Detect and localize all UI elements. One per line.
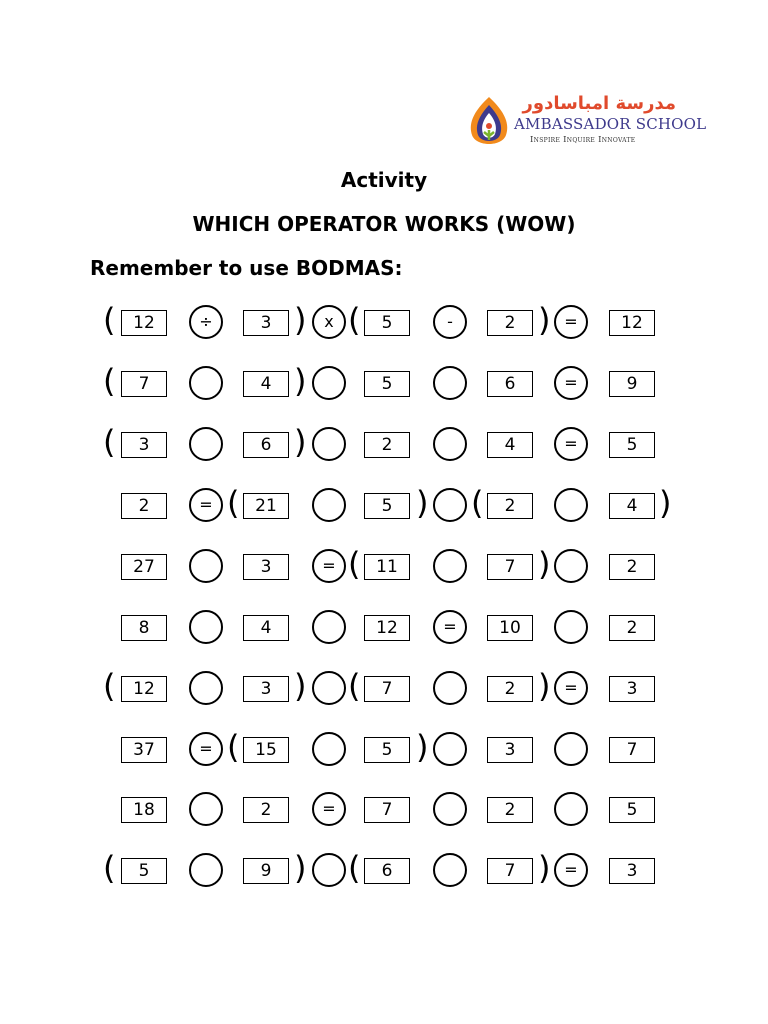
- operator-circle[interactable]: [433, 853, 467, 887]
- open-paren: (: [103, 423, 116, 461]
- close-paren: ): [416, 484, 429, 522]
- close-paren: ): [294, 667, 307, 705]
- flame-logo-icon: [464, 93, 514, 153]
- number-box: 7: [609, 737, 655, 763]
- number-box: 3: [487, 737, 533, 763]
- operator-circle[interactable]: x: [312, 305, 346, 339]
- operator-circle[interactable]: [189, 671, 223, 705]
- equation-row: [0, 362, 768, 405]
- operator-circle[interactable]: [433, 366, 467, 400]
- result-box: 2: [121, 493, 167, 519]
- result-box: 3: [609, 858, 655, 884]
- equation-row: [0, 849, 768, 892]
- equation-row: [0, 667, 768, 710]
- number-box: 5: [609, 797, 655, 823]
- operator-circle[interactable]: [433, 792, 467, 826]
- school-name-english: AMBASSADOR SCHOOL: [514, 115, 707, 133]
- number-box: 6: [243, 432, 289, 458]
- operator-circle[interactable]: [312, 853, 346, 887]
- page-title: Activity: [340, 168, 428, 192]
- close-paren: ): [659, 484, 672, 522]
- open-paren: (: [348, 545, 361, 583]
- equation-row: [0, 609, 768, 649]
- equation-row: [0, 301, 768, 344]
- number-box: 4: [609, 493, 655, 519]
- close-paren: ): [416, 728, 429, 766]
- operator-circle[interactable]: [433, 671, 467, 705]
- operator-circle[interactable]: [312, 610, 346, 644]
- number-box: 7: [364, 797, 410, 823]
- operator-circle[interactable]: [554, 549, 588, 583]
- equals-circle: =: [189, 732, 223, 766]
- instruction-text: Remember to use BODMAS:: [90, 256, 403, 280]
- number-box: 3: [243, 310, 289, 336]
- number-box: 2: [364, 432, 410, 458]
- equals-circle: =: [312, 549, 346, 583]
- number-box: 2: [487, 676, 533, 702]
- operator-circle[interactable]: [189, 427, 223, 461]
- result-box: 3: [609, 676, 655, 702]
- operator-circle[interactable]: [554, 732, 588, 766]
- result-box: 9: [609, 371, 655, 397]
- operator-circle[interactable]: ÷: [189, 305, 223, 339]
- operator-circle[interactable]: [554, 610, 588, 644]
- operator-circle[interactable]: [433, 488, 467, 522]
- number-box: 12: [121, 310, 167, 336]
- open-paren: (: [227, 484, 240, 522]
- close-paren: ): [538, 849, 551, 887]
- number-box: 5: [121, 858, 167, 884]
- school-logo: [464, 93, 707, 153]
- operator-circle[interactable]: [433, 732, 467, 766]
- equals-circle: =: [189, 488, 223, 522]
- equals-circle: =: [554, 305, 588, 339]
- close-paren: ): [538, 545, 551, 583]
- operator-circle[interactable]: [189, 610, 223, 644]
- operator-circle[interactable]: [312, 732, 346, 766]
- operator-circle[interactable]: [312, 488, 346, 522]
- equals-circle: =: [554, 427, 588, 461]
- number-box: 6: [487, 371, 533, 397]
- operator-circle[interactable]: [312, 366, 346, 400]
- operator-circle[interactable]: [189, 792, 223, 826]
- number-box: 10: [487, 615, 533, 641]
- number-box: 5: [364, 493, 410, 519]
- number-box: 2: [243, 797, 289, 823]
- operator-circle[interactable]: [189, 366, 223, 400]
- number-box: 6: [364, 858, 410, 884]
- operator-circle[interactable]: [189, 549, 223, 583]
- open-paren: (: [103, 362, 116, 400]
- open-paren: (: [103, 667, 116, 705]
- result-box: 27: [121, 554, 167, 580]
- number-box: 3: [243, 676, 289, 702]
- operator-circle[interactable]: [312, 671, 346, 705]
- number-box: 3: [121, 432, 167, 458]
- number-box: 2: [609, 554, 655, 580]
- equation-row: [0, 423, 768, 466]
- equation-row: [0, 484, 768, 527]
- open-paren: (: [348, 301, 361, 339]
- school-name-arabic: مدرسة امباسادور: [522, 93, 676, 114]
- number-box: 4: [487, 432, 533, 458]
- close-paren: ): [294, 423, 307, 461]
- result-box: 37: [121, 737, 167, 763]
- equals-circle: =: [433, 610, 467, 644]
- number-box: 3: [243, 554, 289, 580]
- number-box: 8: [121, 615, 167, 641]
- number-box: 7: [487, 858, 533, 884]
- operator-circle[interactable]: [433, 549, 467, 583]
- open-paren: (: [348, 667, 361, 705]
- number-box: 2: [609, 615, 655, 641]
- number-box: 11: [364, 554, 410, 580]
- operator-circle[interactable]: [554, 792, 588, 826]
- number-box: 7: [487, 554, 533, 580]
- equals-circle: =: [554, 853, 588, 887]
- equals-circle: =: [312, 792, 346, 826]
- close-paren: ): [294, 301, 307, 339]
- close-paren: ): [538, 667, 551, 705]
- result-box: 12: [609, 310, 655, 336]
- number-box: 9: [243, 858, 289, 884]
- number-box: 12: [121, 676, 167, 702]
- number-box: 2: [487, 310, 533, 336]
- operator-circle[interactable]: [554, 488, 588, 522]
- open-paren: (: [103, 301, 116, 339]
- close-paren: ): [538, 301, 551, 339]
- number-box: 15: [243, 737, 289, 763]
- operator-circle[interactable]: [189, 853, 223, 887]
- number-box: 5: [364, 371, 410, 397]
- number-box: 5: [364, 737, 410, 763]
- open-paren: (: [471, 484, 484, 522]
- operator-circle[interactable]: [433, 427, 467, 461]
- page-subtitle: WHICH OPERATOR WORKS (WOW): [192, 212, 576, 236]
- number-box: 12: [364, 615, 410, 641]
- open-paren: (: [103, 849, 116, 887]
- equals-circle: =: [554, 671, 588, 705]
- number-box: 21: [243, 493, 289, 519]
- close-paren: ): [294, 362, 307, 400]
- number-box: 4: [243, 371, 289, 397]
- school-tagline: Inspire Inquire Innovate: [530, 135, 636, 145]
- equation-row: [0, 728, 768, 771]
- number-box: 7: [121, 371, 167, 397]
- operator-circle[interactable]: -: [433, 305, 467, 339]
- open-paren: (: [348, 849, 361, 887]
- open-paren: (: [227, 728, 240, 766]
- number-box: 18: [121, 797, 167, 823]
- number-box: 5: [364, 310, 410, 336]
- number-box: 2: [487, 797, 533, 823]
- operator-circle[interactable]: [312, 427, 346, 461]
- result-box: 5: [609, 432, 655, 458]
- equation-row: [0, 545, 768, 588]
- equals-circle: =: [554, 366, 588, 400]
- number-box: 2: [487, 493, 533, 519]
- number-box: 4: [243, 615, 289, 641]
- close-paren: ): [294, 849, 307, 887]
- equation-row: [0, 791, 768, 831]
- number-box: 7: [364, 676, 410, 702]
